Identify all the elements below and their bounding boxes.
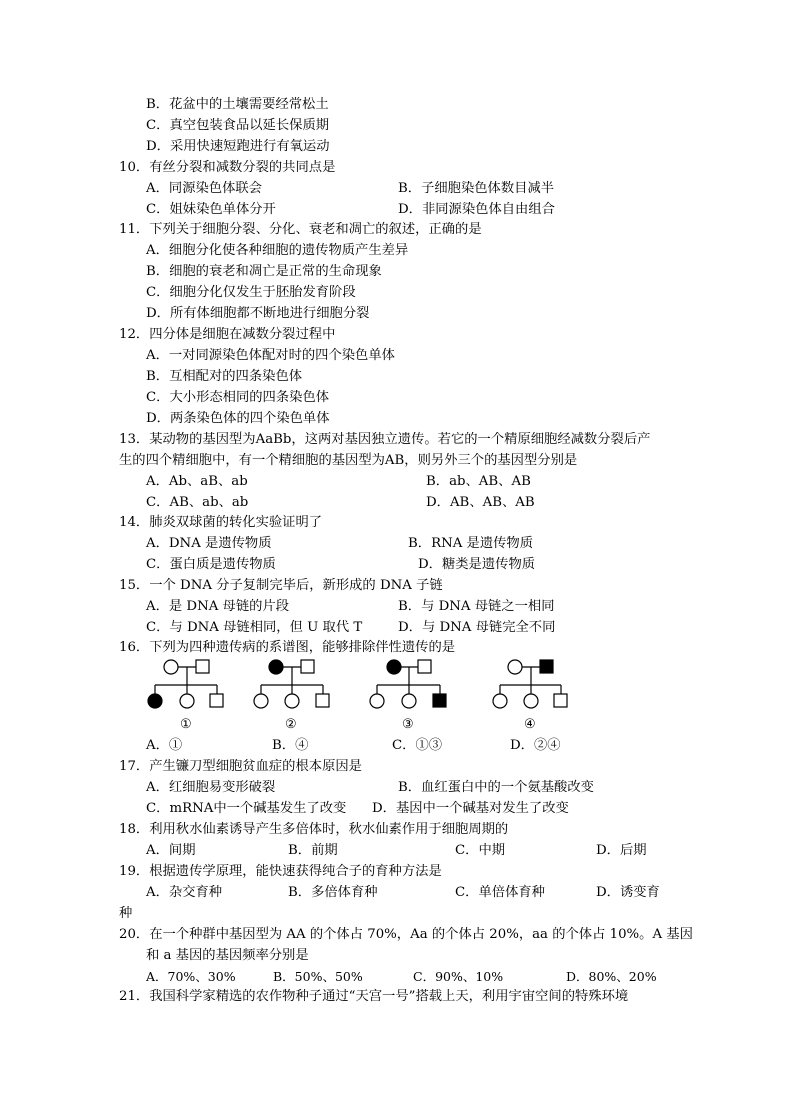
female-unaffected-icon: [180, 694, 194, 708]
option-c: C．蛋白质是遗传物质: [146, 557, 276, 572]
option-line: D．采用快速短跑进行有氧运动: [146, 139, 330, 154]
question-14: 14．肺炎双球菌的转化实验证明了: [119, 515, 323, 530]
pedigree-label: ④: [524, 717, 536, 732]
question-21: 21．我国科学家精选的农作物种子通过“天宫一号”搭载上天，利用宇宙空间的特殊环境: [119, 989, 629, 1004]
female-unaffected-icon: [285, 694, 299, 708]
option-a: A．杂交育种: [146, 885, 223, 900]
option-c: C．①③: [392, 738, 443, 753]
question-10: 10．有丝分裂和减数分裂的共同点是: [119, 160, 336, 175]
female-affected-icon: [269, 660, 283, 674]
male-unaffected-icon: [210, 694, 223, 707]
option-c: C．与 DNA 母链相同，但 U 取代 T: [146, 620, 363, 635]
option-d: D．非同源染色体自由组合: [398, 202, 555, 217]
option-a: A．一对同源染色体配对时的四个染色单体: [146, 348, 395, 363]
female-unaffected-icon: [370, 694, 384, 708]
option-a: A．Ab、aB、ab: [146, 474, 248, 489]
female-unaffected-icon: [254, 694, 268, 708]
option-b: B．50%、50%: [273, 969, 363, 984]
option-b: B．与 DNA 母链之一相同: [398, 599, 555, 614]
pedigree-label: ③: [402, 717, 414, 732]
option-a: A．同源染色体联会: [146, 181, 262, 196]
female-unaffected-icon: [493, 694, 507, 708]
option-b: B．ab、AB、AB: [426, 474, 531, 489]
female-unaffected-icon: [508, 660, 522, 674]
option-c: C．大小形态相同的四条染色体: [146, 390, 330, 405]
option-c: C．姐妹染色单体分开: [146, 202, 276, 217]
option-d: D．AB、AB、AB: [426, 495, 535, 510]
option-a: A．70%、30%: [146, 969, 236, 984]
option-a: A．间期: [146, 843, 196, 858]
question-18: 18．利用秋水仙素诱导产生多倍体时，秋水仙素作用于细胞周期的: [119, 822, 509, 837]
question-11: 11．下列关于细胞分裂、分化、衰老和凋亡的叙述，正确的是: [119, 222, 482, 237]
question-20: 20．在一个种群中基因型为 AA 的个体占 70%，Aa 的个体占 20%，aa 的个体占 10%。A 基因: [119, 927, 693, 942]
option-b: B．血红蛋白中的一个氨基酸改变: [398, 780, 594, 795]
question-20-cont: 和 a 基因的基因频率分别是: [146, 948, 309, 963]
pedigree-2: [254, 660, 329, 708]
female-unaffected-icon: [402, 694, 416, 708]
option-b: B．互相配对的四条染色体: [146, 369, 303, 384]
option-a: A．是 DNA 母链的片段: [146, 599, 290, 614]
option-d: D．②④: [510, 738, 561, 753]
question-19: 19．根据遗传学原理，能快速获得纯合子的育种方法是: [119, 864, 442, 879]
female-unaffected-icon: [524, 694, 538, 708]
pedigree-3: [370, 660, 446, 708]
option-d: D．两条染色体的四个染色单体: [146, 411, 330, 426]
option-d-wrap: 种: [119, 906, 133, 921]
option-line: B．花盆中的土壤需要经常松土: [146, 97, 329, 112]
option-a: A．①: [146, 738, 183, 753]
question-12: 12．四分体是细胞在减数分裂过程中: [119, 327, 336, 342]
female-affected-icon: [387, 660, 401, 674]
male-affected-icon: [540, 660, 553, 673]
female-affected-icon: [148, 694, 162, 708]
option-d: D．糖类是遗传物质: [418, 557, 536, 572]
pedigree-4: [493, 660, 567, 708]
option-a: A．红细胞易变形破裂: [146, 780, 276, 795]
option-b: B．细胞的衰老和凋亡是正常的生命现象: [146, 264, 382, 279]
option-b: B．前期: [288, 843, 338, 858]
option-d: D．80%、20%: [566, 969, 657, 984]
pedigree-label: ①: [180, 717, 192, 732]
option-b: B．④: [272, 738, 309, 753]
option-d: D．所有体细胞都不断地进行细胞分裂: [146, 306, 370, 321]
male-unaffected-icon: [196, 660, 209, 673]
option-c: C．单倍体育种: [455, 885, 545, 900]
male-unaffected-icon: [418, 660, 431, 673]
pedigree-1: [148, 660, 223, 708]
question-15: 15．一个 DNA 分子复制完毕后，新形成的 DNA 子链: [119, 578, 443, 593]
option-c: C．mRNA中一个碱基发生了改变: [146, 801, 347, 816]
option-d: D．与 DNA 母链完全不同: [398, 620, 556, 635]
male-unaffected-icon: [301, 660, 314, 673]
option-b: B．子细胞染色体数目减半: [398, 181, 555, 196]
question-13-cont: 生的四个精细胞中，有一个精细胞的基因型为AB，则另外三个的基因型分别是: [119, 453, 578, 468]
question-13: 13．某动物的基因型为AaBb，这两对基因独立遗传。若它的一个精原细胞经减数分裂后产: [119, 432, 651, 447]
female-unaffected-icon: [164, 660, 178, 674]
male-affected-icon: [433, 694, 446, 707]
option-c: C．90%、10%: [413, 969, 504, 984]
option-b: B．多倍体育种: [288, 885, 378, 900]
option-a: A．DNA 是遗传物质: [146, 536, 272, 551]
option-c: C．细胞分化仅发生于胚胎发育阶段: [146, 285, 356, 300]
male-unaffected-icon: [316, 694, 329, 707]
option-a: A．细胞分化使各种细胞的遗传物质产生差异: [146, 243, 409, 258]
option-line: C．真空包装食品以延长保质期: [146, 118, 330, 133]
option-d: D．诱变育: [596, 885, 660, 900]
option-c: C．中期: [455, 843, 506, 858]
question-16: 16．下列为四种遗传病的系谱图，能够排除伴性遗传的是: [119, 640, 456, 655]
option-d: D．后期: [596, 843, 647, 858]
male-unaffected-icon: [554, 694, 567, 707]
pedigree-label: ②: [285, 717, 297, 732]
option-b: B．RNA 是遗传物质: [408, 536, 534, 551]
option-c: C．AB、ab、ab: [146, 495, 249, 510]
option-d: D．基因中一个碱基对发生了改变: [372, 801, 569, 816]
question-17: 17．产生镰刀型细胞贫血症的根本原因是: [119, 759, 362, 774]
